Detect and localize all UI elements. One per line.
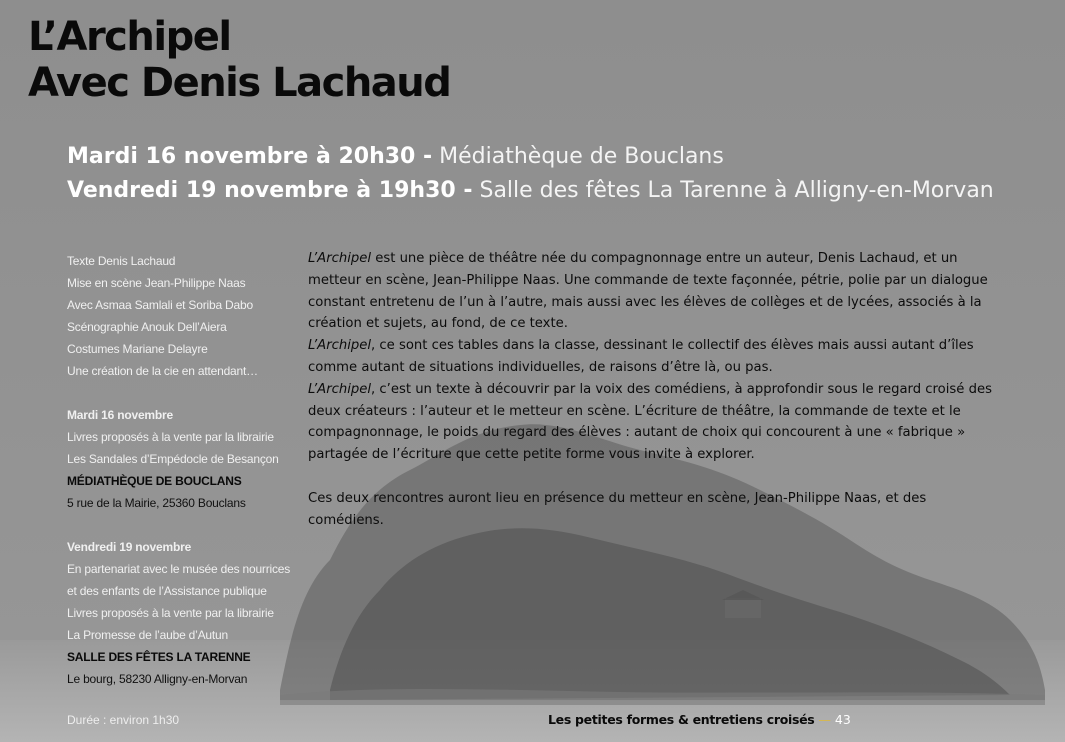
date-1-where: Médiathèque de Bouclans [439,144,724,169]
vendredi-info-line: et des enfants de l’Assistance publique [67,584,267,598]
vendredi-info-line: Livres proposés à la vente par la librairie [67,606,274,620]
credit-line: Avec Asmaa Samlali et Soriba Dabo [67,298,253,312]
footer-section-title: Les petites formes & entretiens croisés [548,712,815,727]
event-dates [67,140,994,208]
date-line-2 [67,174,994,208]
vendredi-heading: Vendredi 19 novembre [67,540,192,554]
description-body [308,248,1004,531]
title-line-1: L’Archipel [28,14,231,60]
page-footer [548,712,851,727]
description-paragraph-3 [308,379,1004,466]
mardi-heading: Mardi 16 novembre [67,408,173,422]
date-2-where: Salle des fêtes La Tarenne à Alligny-en-Morvan [479,178,994,203]
mardi-address: 5 rue de la Mairie, 25360 Bouclans [67,496,246,510]
description-paragraph-2 [308,335,1004,379]
vendredi-venue: SALLE DES FÊTES LA TARENNE [67,650,251,664]
paragraph-text: , ce sont ces tables dans la classe, dessinant le collectif des élèves mais aussi autant d’îles comme autant de situations individuelles, de raisons d’être là, ou pas. [308,338,974,375]
credit-line: Costumes Mariane Delayre [67,342,208,356]
credit-line: Scénographie Anouk Dell’Aiera [67,320,227,334]
vendredi-info-line: En partenariat avec le musée des nourrices [67,562,291,576]
page-number: 43 [834,712,851,727]
work-title: L’Archipel [308,381,372,397]
credits-column [67,250,297,690]
date-1-when: Mardi 16 novembre à 20h30 - [67,144,433,169]
credit-line: Une création de la cie en attendant… [67,364,258,378]
mardi-info-line: Livres proposés à la vente par la librairie [67,430,274,444]
title-line-2: Avec Denis Lachaud [28,60,451,106]
work-title: L’Archipel [308,338,372,354]
credit-line: Texte Denis Lachaud [67,254,176,268]
paragraph-text: est une pièce de théâtre née du compagnonnage entre un auteur, Denis Lachaud, et un metteur en scène, Jean-Philippe Naas. Une commande de texte façonnée, pétrie, polie par un dialogue constant entretenu de l’un à l’autre, mais aussi avec les élèves de collèges et de lycées, associés à la création et sujets, au fond, de ce texte. [308,251,988,332]
description-paragraph-4: Ces deux rencontres auront lieu en présence du metteur en scène, Jean-Philippe Naas, et des comédiens. [308,490,927,528]
duration-text: Durée : environ 1h30 [67,713,180,727]
date-line-1 [67,140,994,174]
paragraph-text: , c’est un texte à découvrir par la voix des comédiens, à approfondir sous le regard croisé des deux créateurs : l’auteur et le metteur en scène. L’écriture de théâtre, la commande de texte et le compagnonnage, le poids du regard des élèves : autant de choix qui concourent à une « fabrique » partagée de l’écriture que cette petite forme vous invite à explorer. [308,381,992,463]
work-title: L’Archipel [308,251,372,266]
page-title [28,14,450,106]
vendredi-address: Le bourg, 58230 Alligny-en-Morvan [67,672,248,686]
footer-dash: — [818,712,831,727]
description-paragraph-1 [308,248,1004,335]
mardi-venue: MÉDIATHÈQUE DE BOUCLANS [67,474,242,488]
credit-line: Mise en scène Jean-Philippe Naas [67,276,246,290]
date-2-when: Vendredi 19 novembre à 19h30 - [67,178,473,203]
vendredi-info-line: La Promesse de l’aube d’Autun [67,628,228,642]
mardi-info-line: Les Sandales d’Empédocle de Besançon [67,452,279,466]
